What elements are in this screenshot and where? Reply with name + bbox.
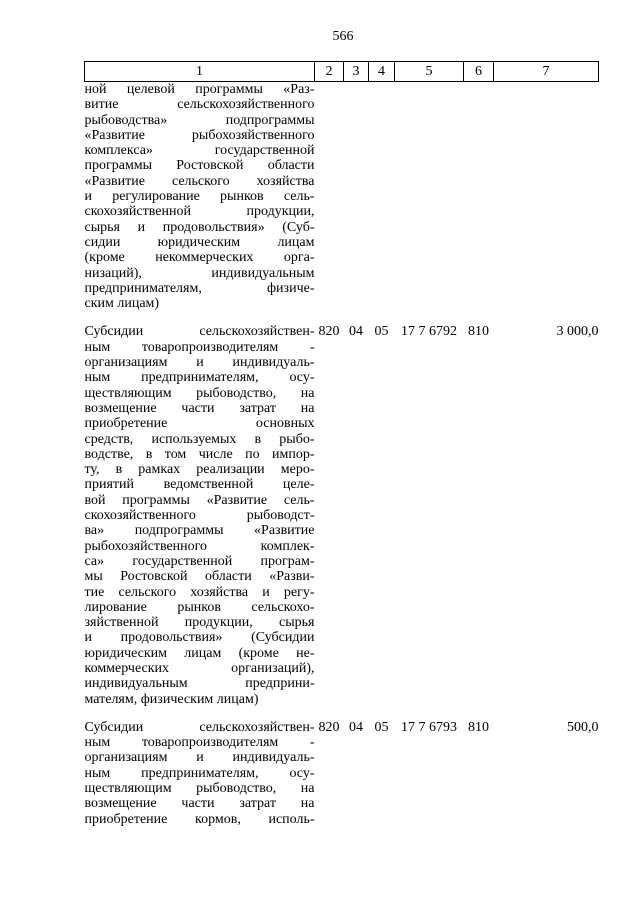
page-number: 566 [332,29,354,44]
description-line: зяйственной продукции, сырья [84,615,315,631]
budget-table [84,61,599,827]
description-line: рыбоводства» подпрограммы [84,112,315,128]
cell-amount: 3 000,0 [556,324,599,340]
cell-department-code [315,82,344,312]
row-description [85,82,315,312]
description-line: ным предпринимателям, осу- [84,370,315,386]
description-line: организациям и индивидуаль- [84,750,315,766]
cell-subsection-code: 05 [374,719,389,735]
row-description [85,324,315,706]
cell-target-article: 17 7 6792 [401,324,457,340]
description-line: рыбохозяйственного комплек- [84,538,315,554]
column-header-2: 2 [315,62,344,82]
row-spacer [85,311,599,324]
header-row [85,62,599,82]
description-line: Субсидии сельскохозяйствен- [84,719,315,735]
column-header-1: 1 [85,62,315,82]
description-line: Субсидии сельскохозяйствен- [84,324,315,340]
description-line: средств, используемых в рыбо- [84,431,315,447]
cell-amount [494,82,599,312]
cell-expense-type [464,82,494,312]
description-line: и продовольствия» (Субсидии [84,630,315,646]
description-line: водстве, в том числе по импор- [84,446,315,462]
description-line: коммерческих организаций), [84,660,315,676]
cell-department-code: 820 [318,719,340,735]
description-line: ским лицам) [84,296,160,312]
table-row [85,324,599,706]
description-line: приятий ведомственной целе- [84,477,315,493]
column-header-3: 3 [344,62,369,82]
description-line: «Развитие рыбохозяйственного [84,127,315,143]
description-line: и регулирование рынков сель- [84,189,315,205]
cell-amount: 500,0 [567,719,599,735]
description-line: скохозяйственной продукции, [84,204,315,220]
description-line: сидии юридическим лицам [84,234,315,250]
row-description [85,720,315,827]
cell-expense-type: 810 [468,324,489,340]
description-line: мы Ростовской области «Разви- [84,569,315,585]
cell-section-code [344,82,369,312]
description-line: приобретение кормов, исполь- [84,811,315,827]
description-line: ществляющим рыбоводство, на [84,385,315,401]
description-line: са» государственной програм- [84,553,315,569]
description-line: скохозяйственного рыбоводст- [84,508,315,524]
row-spacer [85,707,599,720]
description-line: мателям, физическим лицам) [84,691,259,707]
cell-subsection-code [369,82,395,312]
column-header-5: 5 [395,62,464,82]
description-line: возмещение части затрат на [84,400,315,416]
description-line: юридическим лицам (кроме не- [84,645,315,661]
cell-expense-type: 810 [468,719,489,735]
description-line: возмещение части затрат на [84,796,315,812]
description-line: индивидуальным предприни- [84,676,315,692]
description-line: организациям и индивидуаль- [84,355,315,371]
description-line: ту, в рамках реализации меро- [84,462,315,478]
column-header-4: 4 [369,62,395,82]
table-row [85,720,599,827]
description-line: ва» подпрограммы «Развитие [84,523,315,539]
description-line: сырья и продовольствия» (Суб- [84,219,315,235]
description-line: программы Ростовской области [84,158,315,174]
cell-section-code: 04 [349,719,363,735]
column-header-7: 7 [494,62,599,82]
cell-department-code: 820 [318,324,340,340]
cell-target-article: 17 7 6793 [401,719,457,735]
description-line: ным товаропроизводителям - [84,735,315,751]
description-line: ным предпринимателям, осу- [84,765,315,781]
description-line: вой программы «Развитие сель- [84,492,315,508]
description-line: ной целевой программы «Раз- [84,82,315,97]
table-row [85,82,599,312]
row-spacer-cell [85,707,599,720]
cell-subsection-code: 05 [374,324,389,340]
row-spacer-cell [85,311,599,324]
description-line: ществляющим рыбоводство, на [84,781,315,797]
description-line: лирование рынков сельскохо- [84,599,315,615]
cell-section-code: 04 [349,324,363,340]
description-line: приобретение основных [84,416,315,432]
description-line: витие сельскохозяйственного [84,97,315,113]
description-line: «Развитие сельского хозяйства [84,173,315,189]
cell-target-article [395,82,464,312]
description-line: ным товаропроизводителям - [84,339,315,355]
description-line: предпринимателям, физиче- [84,280,315,296]
description-line: (кроме некоммерческих орга- [84,250,315,266]
column-header-6: 6 [464,62,494,82]
description-line: комплекса» государственной [84,143,315,159]
description-line: тие сельского хозяйства и регу- [84,584,315,600]
description-line: низаций), индивидуальным [84,265,315,281]
